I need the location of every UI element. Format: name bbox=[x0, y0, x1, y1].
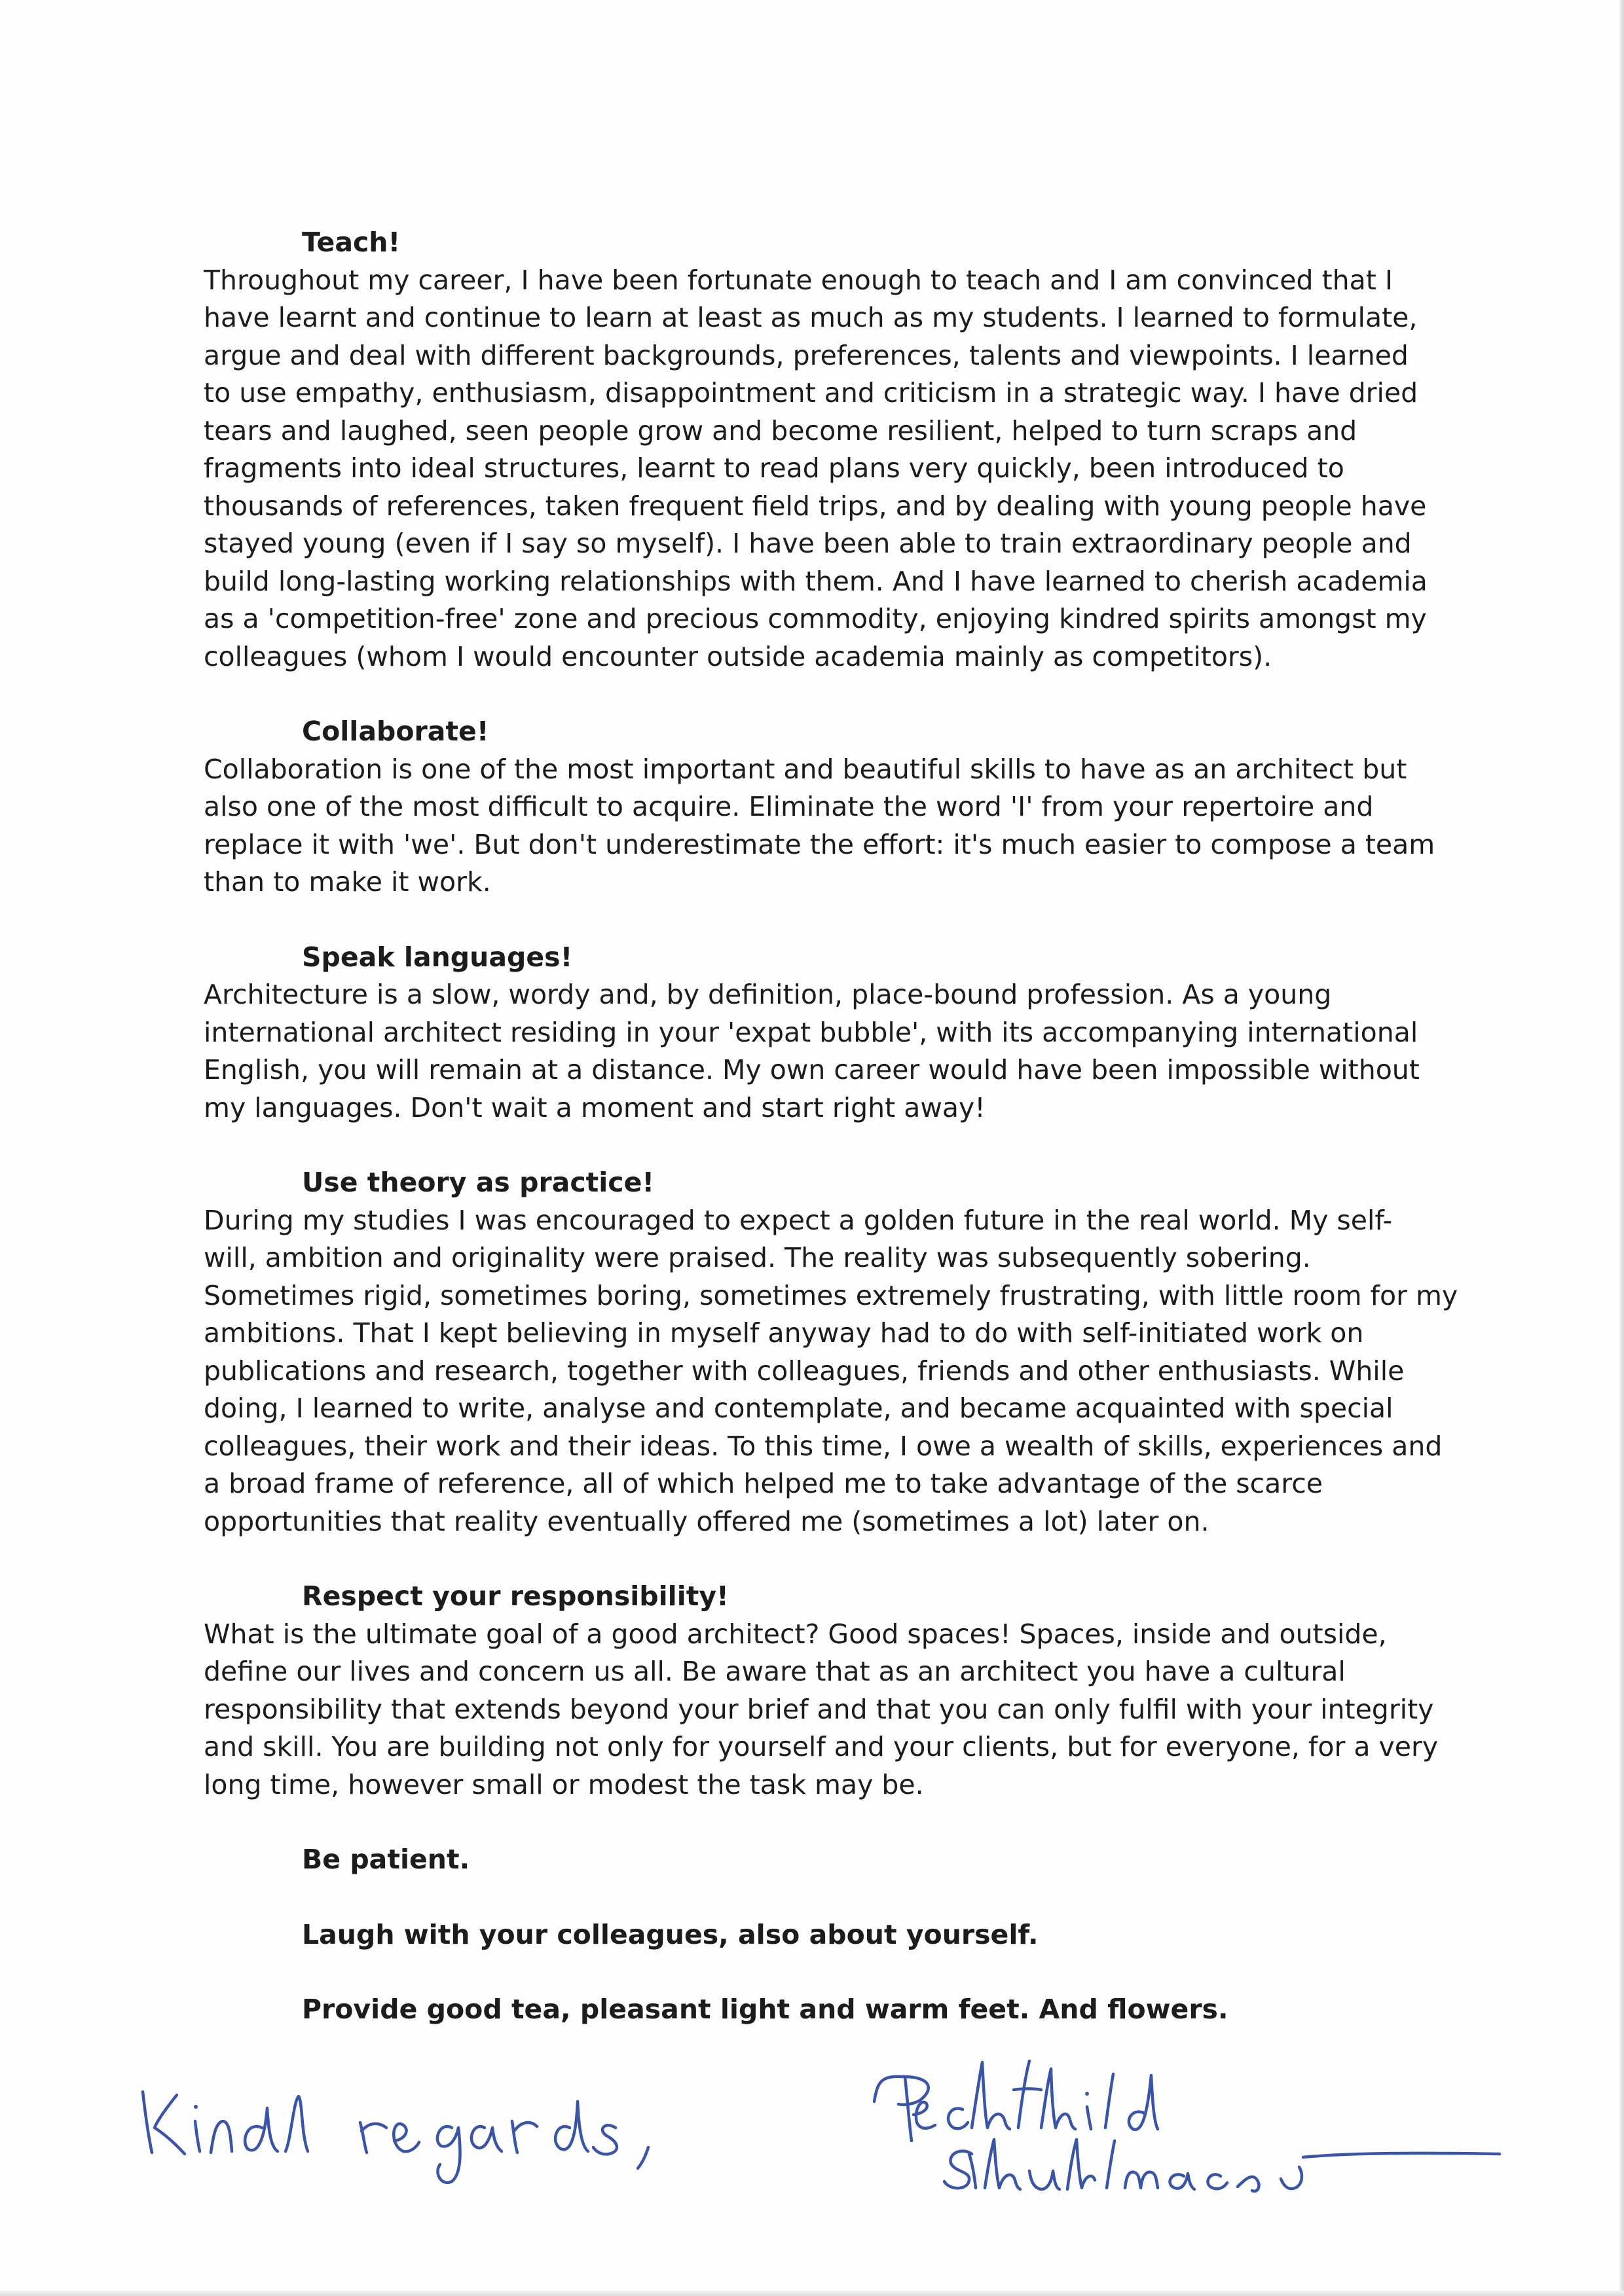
text-line: ambitions. That I kept believing in myself anyway had to do with self-initiated work on bbox=[204, 1317, 1364, 1349]
section-use-theory bbox=[204, 1164, 1461, 1540]
section-text bbox=[204, 976, 1461, 1127]
text-line: build long-lasting working relationships with them. And I have learned to cherish academia bbox=[204, 565, 1428, 597]
text-line: opportunities that reality eventually offered me (sometimes a lot) later on. bbox=[204, 1505, 1209, 1537]
text-line: international architect residing in your 'expat bubble', with its accompanying international bbox=[204, 1016, 1418, 1048]
letter-body bbox=[204, 224, 1461, 2066]
text-line: Collaboration is one of the most important and beautiful skills to have as an architect but bbox=[204, 753, 1407, 785]
closing-tea-and-flowers: Provide good tea, pleasant light and warm feet. And flowers. bbox=[302, 1994, 1228, 2025]
text-line: my languages. Don't wait a moment and start right away! bbox=[204, 1091, 986, 1123]
text-line: to use empathy, enthusiasm, disappointment and criticism in a strategic way. I have dried bbox=[204, 377, 1418, 409]
text-line: During my studies I was encouraged to expect a golden future in the real world. My self- bbox=[204, 1204, 1393, 1236]
closing-be-patient: Be patient. bbox=[302, 1844, 470, 1875]
text-line: will, ambition and originality were praised. The reality was subsequently sobering. bbox=[204, 1242, 1311, 1273]
closing-laugh: Laugh with your colleagues, also about yourself. bbox=[302, 1918, 1039, 1950]
section-respect-responsibility bbox=[204, 1578, 1461, 1804]
section-heading: Collaborate! bbox=[302, 716, 489, 747]
text-line: colleagues (whom I would encounter outside academia mainly as competitors). bbox=[204, 640, 1272, 672]
section-teach bbox=[204, 224, 1461, 676]
text-line: Sometimes rigid, sometimes boring, sometimes extremely frustrating, with little room for my bbox=[204, 1279, 1458, 1311]
page-edge-bottom bbox=[0, 2291, 1624, 2296]
text-line: Architecture is a slow, wordy and, by definition, place-bound profession. As a young bbox=[204, 979, 1332, 1010]
text-line: stayed young (even if I say so myself). I have been able to train extraordinary people and bbox=[204, 528, 1412, 559]
text-line: colleagues, their work and their ideas. To this time, I owe a wealth of skills, experiences and bbox=[204, 1430, 1443, 1462]
text-line: long time, however small or modest the task may be. bbox=[204, 1768, 924, 1800]
handwritten-signature bbox=[0, 2036, 1624, 2193]
section-text bbox=[204, 262, 1461, 676]
section-speak-languages bbox=[204, 939, 1461, 1127]
section-text bbox=[204, 751, 1461, 902]
text-line: fragments into ideal structures, learnt to read plans very quickly, been introduced to bbox=[204, 452, 1344, 484]
text-line: Throughout my career, I have been fortunate enough to teach and I am convinced that I bbox=[204, 264, 1393, 296]
signature-drawing bbox=[0, 2036, 1624, 2193]
text-line: thousands of references, taken frequent field trips, and by dealing with young people have bbox=[204, 490, 1427, 522]
section-heading: Teach! bbox=[302, 227, 401, 258]
text-line: replace it with 'we'. But don't underestimate the effort: it's much easier to compose a team bbox=[204, 828, 1435, 860]
text-line: than to make it work. bbox=[204, 866, 491, 898]
text-line: and skill. You are building not only for yourself and your clients, but for everyone, for a very bbox=[204, 1731, 1439, 1762]
text-line: as a 'competition-free' zone and precious commodity, enjoying kindred spirits amongst my bbox=[204, 603, 1427, 634]
section-text bbox=[204, 1202, 1461, 1541]
text-line: a broad frame of reference, all of which helped me to take advantage of the scarce bbox=[204, 1468, 1323, 1499]
text-line: have learnt and continue to learn at least as much as my students. I learned to formulate, bbox=[204, 302, 1418, 333]
section-heading: Respect your responsibility! bbox=[302, 1580, 729, 1612]
text-line: also one of the most difficult to acquire. Eliminate the word 'I' from your repertoire and bbox=[204, 791, 1374, 822]
section-heading: Speak languages! bbox=[302, 941, 573, 973]
section-heading: Use theory as practice! bbox=[302, 1167, 655, 1198]
text-line: English, you will remain at a distance. My own career would have been impossible without bbox=[204, 1054, 1420, 1085]
text-line: tears and laughed, seen people grow and become resilient, helped to turn scraps and bbox=[204, 414, 1357, 446]
text-line: responsibility that extends beyond your brief and that you can only fulfil with your integrity bbox=[204, 1693, 1434, 1725]
section-text bbox=[204, 1616, 1461, 1804]
text-line: publications and research, together with colleagues, friends and other enthusiasts. While bbox=[204, 1355, 1405, 1387]
text-line: doing, I learned to write, analyse and contemplate, and became acquainted with special bbox=[204, 1393, 1393, 1424]
text-line: define our lives and concern us all. Be aware that as an architect you have a cultural bbox=[204, 1656, 1346, 1687]
page-edge-right bbox=[1619, 0, 1624, 2296]
text-line: argue and deal with different backgrounds, preferences, talents and viewpoints. I learned bbox=[204, 339, 1409, 371]
text-line: What is the ultimate goal of a good architect? Good spaces! Spaces, inside and outside, bbox=[204, 1618, 1387, 1650]
section-collaborate bbox=[204, 713, 1461, 902]
